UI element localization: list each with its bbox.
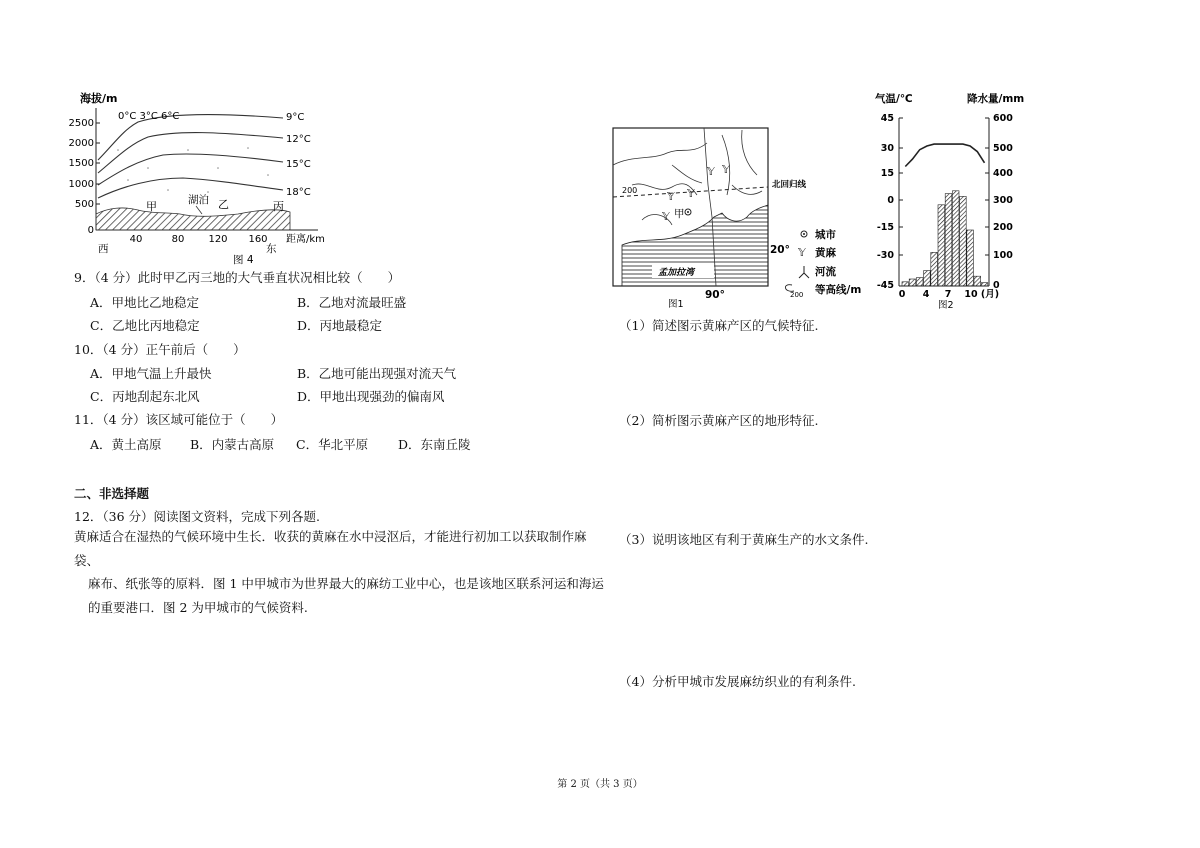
precipitation-bar: [924, 271, 931, 286]
fig4-place: 丙: [273, 200, 284, 213]
precipitation-bar: [981, 283, 988, 286]
legend-jute: 黄麻: [815, 247, 836, 259]
climate-left-tick: 0: [887, 195, 894, 206]
map-caption: 图1: [668, 299, 684, 310]
precipitation-bar: [967, 230, 974, 286]
q11-option-a: A．黄土高原: [90, 437, 162, 452]
map-bay-label: 孟加拉湾: [658, 268, 695, 278]
climate-left-tick: -30: [876, 250, 894, 261]
q9-option-a: A．甲地比乙地稳定: [90, 295, 200, 310]
climate-right-title: 降水量/mm: [967, 93, 1025, 105]
fig4-lake: 湖泊: [188, 194, 209, 206]
q10-option-b: B．乙地可能出现强对流天气: [297, 366, 457, 381]
fig4-iso-right: 15°C: [286, 159, 311, 170]
q11-option-c: C．华北平原: [296, 437, 369, 452]
svg-text:𝕐: 𝕐: [687, 187, 695, 200]
fig4-ytick: 2000: [68, 138, 94, 149]
climate-left-tick: 45: [880, 113, 894, 124]
precipitation-bar: [960, 196, 967, 286]
fig4-iso-right: 9°C: [286, 112, 305, 123]
climate-x-tick: (月): [980, 289, 1000, 300]
q11-option-b: B．内蒙古高原: [190, 437, 275, 452]
climate-caption: 图2: [938, 300, 954, 311]
subquestion-4: （4）分析甲城市发展麻纺织业的有利条件.: [619, 674, 856, 689]
climate-right-tick: 300: [993, 195, 1013, 206]
climate-x-tick: 7: [944, 289, 952, 300]
fig4-ytick: 1000: [68, 179, 94, 190]
svg-text:𝕐: 𝕐: [707, 165, 715, 178]
q10-option-d: D．甲地出现强劲的偏南风: [297, 389, 445, 404]
precipitation-bar: [945, 194, 952, 286]
map-lat-label: 20°: [770, 244, 790, 256]
fig4-xtick: 120: [208, 234, 228, 245]
climate-right-tick: 400: [993, 168, 1013, 179]
q10-option-a: A．甲地气温上升最快: [90, 366, 212, 381]
temperature-line: [905, 144, 984, 166]
fig4-xtick: 160: [248, 234, 268, 245]
subquestion-3: （3）说明该地区有利于黄麻生产的水文条件.: [619, 532, 869, 547]
page-footer: 第 2 页（共 3 页）: [557, 779, 643, 790]
fig4-xtick: 80: [171, 234, 185, 245]
figure-1-map: [612, 125, 874, 310]
legend-river: 河流: [815, 266, 836, 278]
fig4-xtick: 40: [129, 234, 143, 245]
fig4-iso-right: 18°C: [286, 187, 311, 198]
q11-option-d: D．东南丘陵: [398, 437, 471, 452]
legend-contour-value: 200: [790, 291, 804, 299]
climate-right-tick: 0: [993, 280, 1000, 291]
climate-x-tick: 10: [964, 289, 978, 300]
question-12-passage: [74, 525, 604, 619]
question-10-stem: 10．（4 分）正午前后（ ）: [74, 342, 246, 357]
precipitation-bar: [938, 205, 945, 286]
q9-option-d: D．丙地最稳定: [297, 318, 383, 333]
figure-2-climate-chart: [870, 90, 1030, 315]
climate-x-tick: 0: [898, 289, 906, 300]
legend-city: 城市: [815, 229, 836, 241]
q9-option-c: C．乙地比丙地稳定: [90, 318, 200, 333]
climate-left-title: 气温/℃: [875, 93, 913, 105]
map-city-jia: 甲: [674, 208, 685, 220]
climate-right-tick: 600: [993, 113, 1013, 124]
q9-option-b: B．乙地对流最旺盛: [297, 295, 407, 310]
fig4-place: 甲: [146, 200, 157, 213]
figure-4-isotherm-chart: [68, 90, 338, 270]
svg-text:𝕐: 𝕐: [667, 190, 675, 203]
climate-left-tick: 15: [880, 168, 894, 179]
subquestion-1: （1）简述图示黄麻产区的气候特征.: [619, 318, 819, 333]
climate-left-tick: -15: [876, 222, 894, 233]
fig4-east: 东: [266, 243, 277, 255]
fig4-iso-right: 12°C: [286, 134, 311, 145]
jute-icon: 𝕐: [798, 246, 806, 259]
climate-x-tick: 4: [922, 289, 930, 300]
precipitation-bar: [952, 191, 959, 286]
fig4-west: 西: [98, 243, 109, 255]
map-lon-label: 90°: [705, 289, 725, 301]
question-12-stem: 12．（36 分）阅读图文资料，完成下列各题.: [74, 509, 321, 524]
legend-contour: 等高线/m: [815, 284, 862, 296]
precipitation-bar: [974, 276, 981, 286]
passage-line: 的重要港口．图 2 为甲城市的气候资料.: [88, 599, 308, 615]
precipitation-bar: [916, 278, 923, 286]
precipitation-bar: [902, 282, 909, 286]
climate-left-tick: 30: [880, 143, 894, 154]
section-2-title: 二、非选择题: [74, 486, 150, 501]
fig4-iso-left: 0°C 3°C 6°C: [118, 111, 180, 122]
fig4-ylabel: 海拔/m: [80, 92, 118, 105]
map-tropic-label: 北回归线: [772, 180, 807, 190]
subquestion-2: （2）简析图示黄麻产区的地形特征.: [619, 413, 819, 428]
fig4-ytick: 500: [74, 199, 94, 210]
fig4-ytick: 0: [87, 225, 94, 236]
map-contour-label: 200: [622, 186, 638, 195]
climate-right-tick: 200: [993, 222, 1013, 233]
question-11-stem: 11．（4 分）该区域可能位于（ ）: [74, 412, 284, 427]
passage-line: 黄麻适合在湿热的气候环境中生长．收获的黄麻在水中浸沤后，才能进行初加工以获取制作麻袋、: [74, 529, 587, 568]
climate-left-tick: -45: [876, 280, 894, 291]
fig4-place: 乙: [218, 198, 229, 211]
climate-right-tick: 500: [993, 143, 1013, 154]
fig4-xlabel: 距离/km: [286, 234, 325, 245]
fig4-ytick: 2500: [68, 118, 94, 129]
precipitation-bar: [909, 279, 916, 286]
svg-text:𝕐: 𝕐: [662, 210, 670, 223]
climate-right-tick: 100: [993, 250, 1013, 261]
q10-option-c: C．丙地刮起东北风: [90, 389, 200, 404]
svg-text:𝕐: 𝕐: [722, 163, 730, 176]
river-icon: [799, 266, 809, 278]
fig4-caption: 图 4: [233, 254, 254, 266]
fig4-ytick: 1500: [68, 158, 94, 169]
passage-line: 麻布、纸张等的原料．图 1 中甲城市为世界最大的麻纺工业中心，也是该地区联系河运和海运: [88, 576, 604, 591]
precipitation-bar: [931, 252, 938, 286]
question-9-stem: 9．（4 分）此时甲乙丙三地的大气垂直状况相比较（ ）: [74, 270, 401, 285]
